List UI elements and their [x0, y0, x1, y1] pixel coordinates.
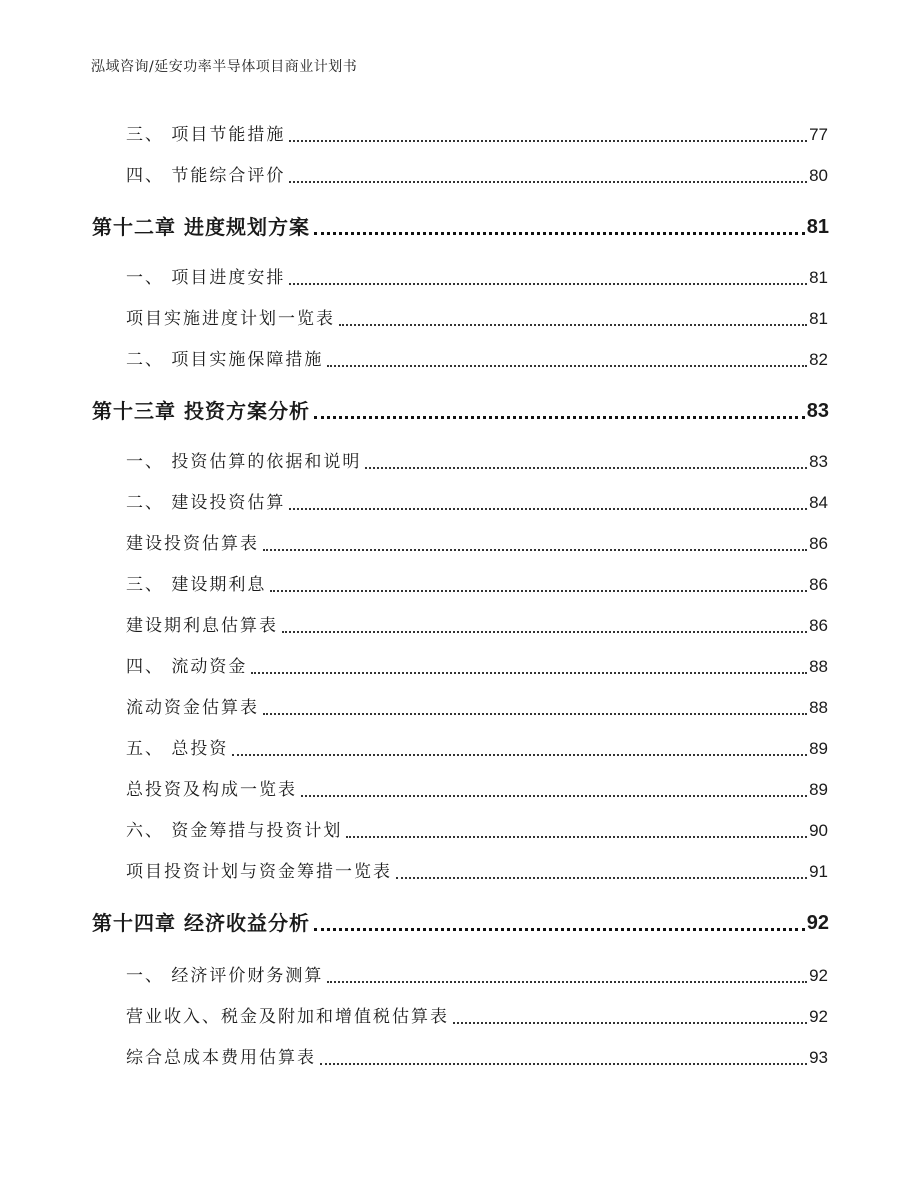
- toc-leader-dots: [232, 753, 807, 756]
- toc-chapter-entry[interactable]: [92, 398, 829, 424]
- toc-leader-dots: [320, 1062, 807, 1065]
- toc-entry-title: 四、 流动资金: [126, 657, 248, 677]
- toc-entry[interactable]: [126, 861, 828, 883]
- toc-entry-title: 二、 项目实施保障措施: [126, 350, 324, 370]
- toc-entry-page: 90: [809, 821, 828, 840]
- toc-leader-dots: [282, 630, 807, 633]
- toc-leader-dots: [453, 1021, 807, 1024]
- toc-entry[interactable]: [126, 738, 828, 760]
- toc-entry-page: 82: [809, 350, 828, 369]
- toc-entry[interactable]: [126, 349, 828, 371]
- toc-entry-page: 92: [809, 1007, 828, 1026]
- toc-leader-dots: [346, 835, 807, 838]
- toc-entry-page: 88: [809, 698, 828, 717]
- toc-entry-page: 89: [809, 780, 828, 799]
- toc-chapter-entry[interactable]: [92, 214, 829, 240]
- toc-leader-dots: [314, 231, 805, 235]
- toc-entry-page: 93: [809, 1048, 828, 1067]
- toc-entry[interactable]: [126, 308, 828, 330]
- toc-leader-dots: [289, 139, 807, 142]
- toc-chapter-title: 第十四章 经济收益分析: [92, 911, 310, 935]
- toc-entry-title: 三、 建设期利息: [126, 575, 267, 595]
- running-header: 泓域咨询/延安功率半导体项目商业计划书: [91, 59, 358, 75]
- toc-entry[interactable]: [126, 697, 828, 719]
- toc-entry[interactable]: [126, 965, 828, 987]
- toc-entry-title: 流动资金估算表: [126, 698, 259, 718]
- toc-leader-dots: [289, 282, 807, 285]
- toc-entry-title: 一、 经济评价财务测算: [126, 966, 324, 986]
- toc-entry-page: 83: [809, 452, 828, 471]
- toc-leader-dots: [365, 466, 807, 469]
- toc-entry-page: 81: [809, 268, 828, 287]
- toc-leader-dots: [327, 364, 807, 367]
- toc-entry-page: 89: [809, 739, 828, 758]
- toc-entry[interactable]: [126, 779, 828, 801]
- toc-entry-title: 建设投资估算表: [126, 534, 259, 554]
- toc-entry-title: 总投资及构成一览表: [126, 780, 297, 800]
- toc-leader-dots: [263, 548, 807, 551]
- toc-entry-title: 项目实施进度计划一览表: [126, 309, 335, 329]
- toc-chapter-entry[interactable]: [92, 910, 829, 936]
- toc-entry-title: 营业收入、税金及附加和增值税估算表: [126, 1007, 449, 1027]
- toc-entry[interactable]: [126, 267, 828, 289]
- toc-entry[interactable]: [126, 533, 828, 555]
- toc-entry-page: 84: [809, 493, 828, 512]
- toc-leader-dots: [314, 927, 805, 931]
- toc-entry-title: 三、 项目节能措施: [126, 125, 286, 145]
- toc-leader-dots: [289, 180, 807, 183]
- toc-leader-dots: [339, 323, 807, 326]
- toc-entry-page: 77: [809, 125, 828, 144]
- toc-chapter-page: 83: [806, 400, 829, 422]
- toc-entry-page: 91: [809, 862, 828, 881]
- toc-entry-page: 86: [809, 575, 828, 594]
- toc-entry[interactable]: [126, 165, 828, 187]
- toc-entry-page: 88: [809, 657, 828, 676]
- toc-entry-title: 二、 建设投资估算: [126, 493, 286, 513]
- toc-entry-page: 81: [809, 309, 828, 328]
- toc-chapter-page: 92: [806, 912, 829, 934]
- toc-entry-page: 80: [809, 166, 828, 185]
- toc-entry-page: 86: [809, 534, 828, 553]
- toc-leader-dots: [327, 980, 807, 983]
- toc-entry-page: 92: [809, 966, 828, 985]
- toc-entry-title: 一、 投资估算的依据和说明: [126, 452, 362, 472]
- toc-chapter-page: 81: [806, 216, 829, 238]
- toc-entry-title: 综合总成本费用估算表: [126, 1048, 316, 1068]
- toc-leader-dots: [314, 415, 805, 419]
- toc-leader-dots: [396, 876, 807, 879]
- toc-leader-dots: [301, 794, 807, 797]
- toc-leader-dots: [270, 589, 807, 592]
- toc-entry[interactable]: [126, 451, 828, 473]
- toc-entry[interactable]: [126, 124, 828, 146]
- toc-entry-title: 一、 项目进度安排: [126, 268, 286, 288]
- toc-leader-dots: [289, 507, 807, 510]
- toc-leader-dots: [251, 671, 807, 674]
- toc-entry[interactable]: [126, 656, 828, 678]
- toc-entry-title: 建设期利息估算表: [126, 616, 278, 636]
- toc-entry[interactable]: [126, 820, 828, 842]
- toc-entry-title: 五、 总投资: [126, 739, 229, 759]
- toc-entry-title: 六、 资金筹措与投资计划: [126, 821, 343, 841]
- toc-entry-title: 项目投资计划与资金筹措一览表: [126, 862, 392, 882]
- toc-leader-dots: [263, 712, 807, 715]
- toc-entry-page: 86: [809, 616, 828, 635]
- toc-entry[interactable]: [126, 1006, 828, 1028]
- toc-chapter-title: 第十三章 投资方案分析: [92, 399, 310, 423]
- toc-entry-title: 四、 节能综合评价: [126, 166, 286, 186]
- toc-entry[interactable]: [126, 492, 828, 514]
- toc-entry[interactable]: [126, 1047, 828, 1069]
- toc-chapter-title: 第十二章 进度规划方案: [92, 215, 310, 239]
- toc-entry[interactable]: [126, 615, 828, 637]
- toc-entry[interactable]: [126, 574, 828, 596]
